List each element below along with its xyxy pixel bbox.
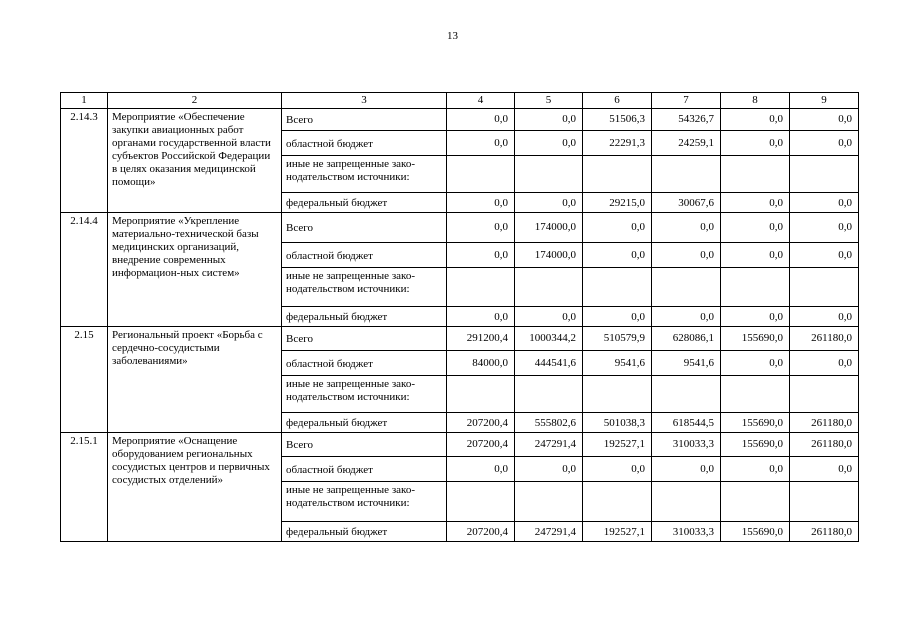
amount-value: 0,0 (562, 311, 576, 323)
amount-value: 0,0 (838, 311, 852, 323)
amount-value: 261180,0 (811, 526, 852, 538)
amount-cell: 0,0 (652, 457, 721, 482)
amount-cell: 1000344,2 (515, 327, 583, 351)
funding-source-other: иные не запрещенные зако-нодательством источники: (282, 484, 446, 522)
header-cell: 9 (790, 93, 859, 109)
amount-cell (583, 156, 652, 213)
amount-cell (721, 156, 790, 213)
amount-value: 192527,1 (603, 526, 645, 538)
amount-cell: 22291,3 (583, 131, 652, 156)
amount-cell: 0,0 (583, 243, 652, 268)
amount-cell: 261180,0 (790, 327, 859, 351)
funding-source-regional: областной бюджет (282, 351, 447, 376)
header-cell: 7 (652, 93, 721, 109)
amount-spacer (721, 158, 789, 193)
amount-value: 207200,4 (466, 526, 508, 538)
amount-cell (652, 376, 721, 433)
header-row (61, 93, 859, 109)
budget-row-total (61, 109, 859, 131)
amount-cell (652, 156, 721, 213)
amount-spacer (721, 484, 789, 522)
amount-cell (447, 156, 515, 213)
amount-spacer (583, 378, 651, 413)
amount-spacer (652, 484, 720, 522)
amount-value: 310033,3 (672, 526, 714, 538)
amount-cell: 0,0 (790, 109, 859, 131)
amount-value: 0,0 (562, 197, 576, 209)
amount-cell: 0,0 (721, 213, 790, 243)
amount-cell (447, 376, 515, 433)
amount-spacer (515, 158, 582, 193)
amount-cell: 0,0 (721, 457, 790, 482)
amount-cell (447, 482, 515, 542)
funding-source-total: Всего (282, 109, 447, 131)
amount-spacer (447, 378, 514, 413)
item-number: 2.15 (61, 327, 108, 433)
amount-cell: 0,0 (790, 213, 859, 243)
amount-cell: 0,0 (721, 351, 790, 376)
amount-spacer (790, 158, 858, 193)
funding-source-federal (282, 482, 447, 542)
amount-cell (721, 376, 790, 433)
funding-source-regional: областной бюджет (282, 457, 447, 482)
funding-source-federal-label: федеральный бюджет (286, 526, 388, 538)
amount-cell (790, 376, 859, 433)
amount-cell: 0,0 (447, 109, 515, 131)
amount-cell (721, 268, 790, 327)
amount-cell (583, 376, 652, 433)
amount-cell: 9541,6 (652, 351, 721, 376)
amount-value: 207200,4 (466, 417, 508, 429)
page-number: 13 (447, 30, 458, 42)
amount-cell: 0,0 (790, 131, 859, 156)
amount-spacer (652, 270, 720, 307)
amount-cell (515, 156, 583, 213)
amount-cell: 192527,1 (583, 433, 652, 457)
amount-spacer (447, 270, 514, 307)
amount-spacer (447, 158, 514, 193)
amount-value: 555802,6 (534, 417, 576, 429)
amount-cell: 84000,0 (447, 351, 515, 376)
amount-cell: 310033,3 (652, 433, 721, 457)
header-cell: 1 (61, 93, 108, 109)
item-number: 2.14.4 (61, 213, 108, 327)
amount-spacer (790, 484, 858, 522)
amount-cell: 207200,4 (447, 433, 515, 457)
amount-value: 618544,5 (672, 417, 714, 429)
header-cell: 8 (721, 93, 790, 109)
amount-cell: 510579,9 (583, 327, 652, 351)
item-name: Мероприятие «Укрепление материально-технической базы медицинских организаций, внедрение современных информацион-ных систем» (108, 213, 282, 327)
amount-cell: 9541,6 (583, 351, 652, 376)
amount-cell: 0,0 (447, 243, 515, 268)
funding-source-federal-label: федеральный бюджет (286, 311, 388, 323)
amount-value: 29215,0 (609, 197, 645, 209)
amount-cell: 0,0 (652, 243, 721, 268)
amount-cell: 0,0 (583, 457, 652, 482)
amount-cell (583, 268, 652, 327)
amount-cell (721, 482, 790, 542)
header-cell: 3 (282, 93, 447, 109)
amount-cell: 0,0 (721, 243, 790, 268)
amount-spacer (447, 484, 514, 522)
amount-spacer (583, 270, 651, 307)
budget-row-total (61, 327, 859, 351)
header-cell: 5 (515, 93, 583, 109)
amount-spacer (721, 378, 789, 413)
funding-source-total: Всего (282, 433, 447, 457)
amount-cell (790, 482, 859, 542)
amount-value: 0,0 (769, 311, 783, 323)
amount-value: 0,0 (494, 311, 508, 323)
amount-cell: 0,0 (515, 109, 583, 131)
amount-cell (583, 482, 652, 542)
amount-cell: 155690,0 (721, 327, 790, 351)
amount-value: 0,0 (494, 197, 508, 209)
funding-source-regional: областной бюджет (282, 243, 447, 268)
amount-cell: 54326,7 (652, 109, 721, 131)
funding-source-federal (282, 376, 447, 433)
item-number: 2.14.3 (61, 109, 108, 213)
amount-spacer (652, 158, 720, 193)
amount-value: 261180,0 (811, 417, 852, 429)
amount-value: 247291,4 (534, 526, 576, 538)
amount-value: 155690,0 (741, 417, 783, 429)
amount-cell: 0,0 (515, 457, 583, 482)
amount-value: 501038,3 (603, 417, 645, 429)
amount-cell: 0,0 (721, 131, 790, 156)
amount-cell (790, 156, 859, 213)
amount-cell (652, 268, 721, 327)
header-cell: 2 (108, 93, 282, 109)
amount-cell: 628086,1 (652, 327, 721, 351)
funding-source-other: иные не запрещенные зако-нодательством источники: (282, 158, 446, 193)
amount-cell (652, 482, 721, 542)
amount-value: 0,0 (631, 311, 645, 323)
header-cell: 4 (447, 93, 515, 109)
funding-source-total: Всего (282, 327, 447, 351)
amount-cell: 0,0 (790, 243, 859, 268)
header-cell: 6 (583, 93, 652, 109)
amount-cell: 0,0 (721, 109, 790, 131)
item-number: 2.15.1 (61, 433, 108, 542)
amount-cell: 51506,3 (583, 109, 652, 131)
amount-spacer (515, 484, 582, 522)
amount-value: 0,0 (769, 197, 783, 209)
amount-cell (447, 268, 515, 327)
amount-cell: 0,0 (515, 131, 583, 156)
budget-row-total (61, 213, 859, 243)
funding-source-federal (282, 156, 447, 213)
amount-cell (790, 268, 859, 327)
amount-spacer (790, 270, 858, 307)
amount-spacer (583, 158, 651, 193)
amount-cell: 0,0 (447, 457, 515, 482)
amount-cell (515, 376, 583, 433)
amount-cell: 0,0 (447, 213, 515, 243)
amount-spacer (515, 378, 582, 413)
amount-spacer (515, 270, 582, 307)
amount-cell: 0,0 (790, 351, 859, 376)
amount-value: 155690,0 (741, 526, 783, 538)
funding-source-other: иные не запрещенные зако-нодательством источники: (282, 378, 446, 413)
amount-cell: 174000,0 (515, 243, 583, 268)
budget-row-total (61, 433, 859, 457)
amount-cell (515, 268, 583, 327)
amount-cell: 0,0 (652, 213, 721, 243)
amount-spacer (652, 378, 720, 413)
amount-spacer (721, 270, 789, 307)
amount-cell (515, 482, 583, 542)
funding-source-regional: областной бюджет (282, 131, 447, 156)
amount-cell: 24259,1 (652, 131, 721, 156)
amount-cell: 0,0 (447, 131, 515, 156)
budget-table (60, 92, 859, 542)
funding-source-federal-label: федеральный бюджет (286, 197, 388, 209)
amount-cell: 291200,4 (447, 327, 515, 351)
amount-cell: 444541,6 (515, 351, 583, 376)
funding-source-federal (282, 268, 447, 327)
item-name: Мероприятие «Оснащение оборудованием региональных сосудистых центров и первичных сосудистых отделений» (108, 433, 282, 542)
amount-value: 30067,6 (678, 197, 714, 209)
amount-cell: 261180,0 (790, 433, 859, 457)
amount-spacer (583, 484, 651, 522)
amount-value: 0,0 (838, 197, 852, 209)
amount-cell: 174000,0 (515, 213, 583, 243)
amount-cell: 155690,0 (721, 433, 790, 457)
amount-spacer (790, 378, 858, 413)
amount-value: 0,0 (700, 311, 714, 323)
funding-source-other: иные не запрещенные зако-нодательством источники: (282, 270, 446, 307)
amount-cell: 0,0 (583, 213, 652, 243)
funding-source-federal-label: федеральный бюджет (286, 417, 388, 429)
amount-cell: 0,0 (790, 457, 859, 482)
item-name: Региональный проект «Борьба с сердечно-сосудистыми заболеваниями» (108, 327, 282, 433)
amount-cell: 247291,4 (515, 433, 583, 457)
funding-source-total: Всего (282, 213, 447, 243)
item-name: Мероприятие «Обеспечение закупки авиационных работ органами государственной власти субъектов Российской Федерации в целях оказания медицинской помощи» (108, 109, 282, 213)
